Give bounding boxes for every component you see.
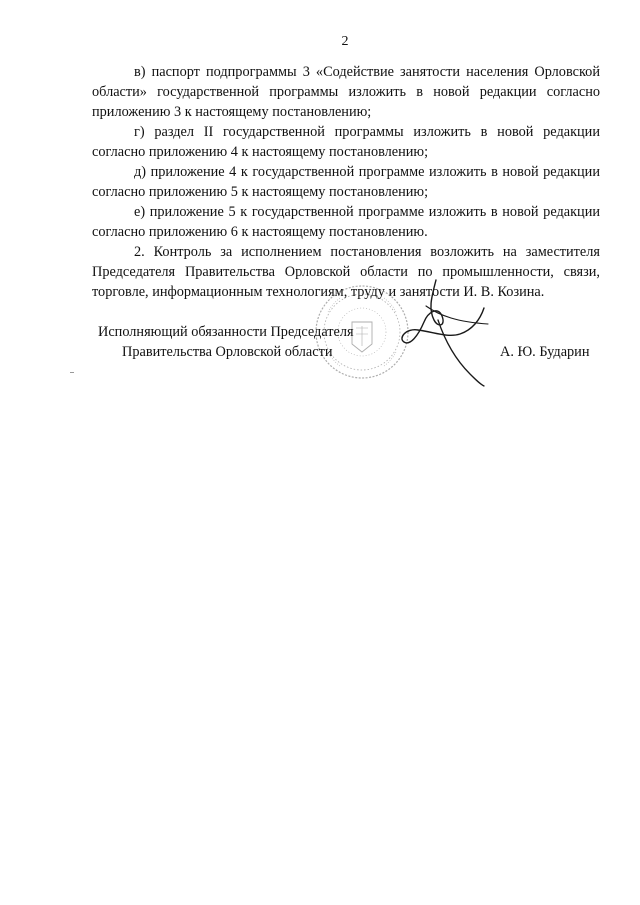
handwritten-signature — [388, 276, 498, 388]
paragraph-g: г) раздел II государственной программы изложить в новой редакции согласно приложению 4 к настоящему постановлению; — [92, 124, 600, 160]
signatory-position-line2: Правительства Орловской области — [122, 344, 333, 360]
signatory-position — [98, 322, 398, 362]
document-body — [92, 62, 600, 302]
paragraph-d: д) приложение 4 к государственной программе изложить в новой редакции согласно приложению 5 к настоящему постановлению; — [92, 164, 600, 200]
paragraph-v: в) паспорт подпрограммы 3 «Содействие занятости населения Орловской области» государственной программы изложить в новой редакции согласно приложению 3 к настоящему постановлению; — [92, 64, 600, 120]
signatory-name: А. Ю. Бударин — [500, 344, 590, 360]
paragraph-e: е) приложение 5 к государственной программе изложить в новой редакции согласно приложению 6 к настоящему постановлению. — [92, 204, 600, 240]
page-number: 2 — [341, 34, 349, 49]
paragraph-control: 2. Контроль за исполнением постановления возложить на заместителя Председателя Правительства Орловской области по промышленности, связи, торговле, информационным технологиям, труду и занятости И. В. Козина. — [92, 244, 600, 300]
signatory-position-line1: Исполняющий обязанности Председателя — [98, 324, 354, 340]
margin-mark — [70, 372, 74, 373]
